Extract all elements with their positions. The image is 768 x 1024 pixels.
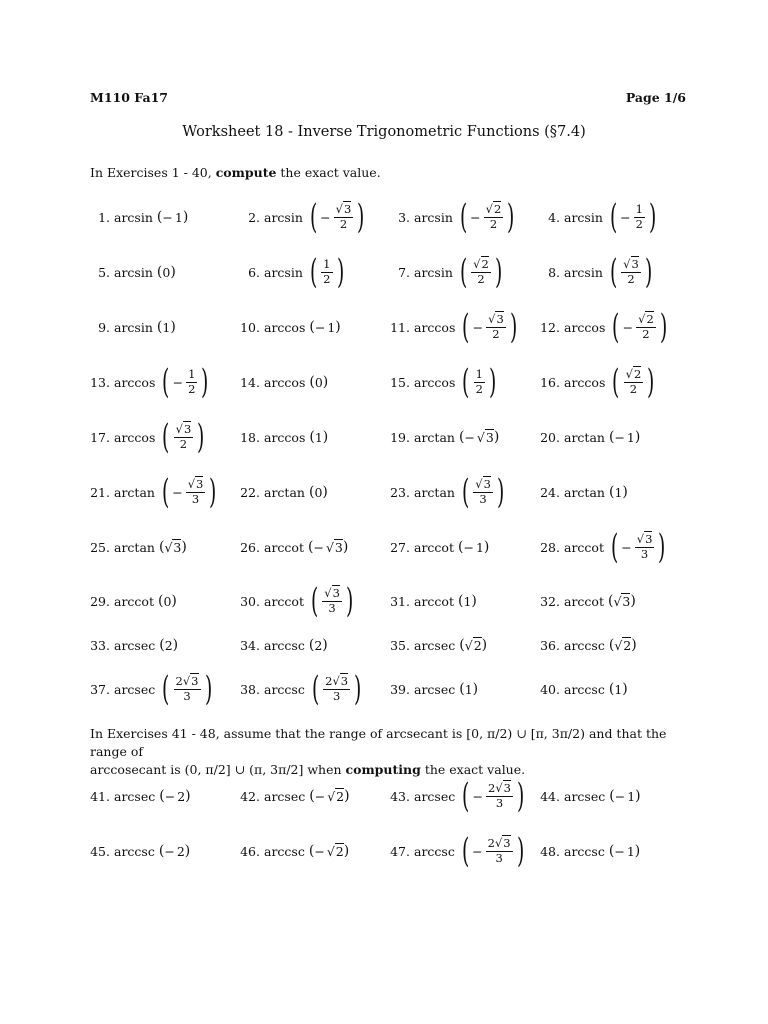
math-argument: ( − √2 )	[308, 843, 350, 859]
math-argument: ( 1 )	[309, 429, 329, 445]
exercise-number: 25.	[90, 539, 110, 555]
exercise-number: 39.	[390, 681, 410, 697]
exercise-number: 24.	[540, 484, 560, 500]
math-argument: ( − $\frac{2√3}{3}$ )	[462, 776, 525, 816]
function-name: arccsc	[264, 843, 305, 859]
function-name: arcsin	[264, 209, 303, 225]
math-argument: ( √2 )	[608, 637, 637, 653]
exercise-item	[226, 467, 328, 517]
exercise-item	[226, 357, 328, 407]
exercise-number: 22.	[240, 484, 260, 500]
function-name: arcsin	[414, 264, 453, 280]
function-name: arcsec	[114, 681, 156, 697]
exercise-item	[526, 192, 659, 242]
exercise-number: 4.	[548, 209, 560, 225]
function-name: arctan	[414, 429, 455, 445]
exercise-number: 44.	[540, 788, 560, 804]
function-name: arccos	[414, 374, 456, 390]
exercise-number: 5.	[98, 264, 110, 280]
exercise-number: 12.	[540, 319, 560, 335]
exercise-number: 19.	[390, 429, 410, 445]
math-argument: ( 1 )	[156, 319, 176, 335]
math-argument: ( − $\frac{2√3}{3}$ )	[461, 831, 524, 871]
exercise-number: 48.	[540, 843, 560, 859]
exercise-item	[76, 620, 178, 670]
exercise-number: 47.	[390, 843, 410, 859]
math-argument: ( 1 )	[608, 681, 628, 697]
exercise-item	[226, 412, 328, 462]
function-name: arccot	[114, 593, 154, 609]
exercise-number: 6.	[248, 264, 260, 280]
exercise-number: 41.	[90, 788, 110, 804]
math-argument: ( $\frac{2√3}{3}$ )	[311, 669, 362, 709]
math-argument: ( − 1 )	[457, 539, 490, 555]
function-name: arctan	[264, 484, 305, 500]
page-number: Page 1/6	[625, 90, 686, 105]
exercise-item	[376, 576, 477, 626]
exercise-number: 32.	[540, 593, 560, 609]
math-argument: ( − √3 )	[458, 429, 500, 445]
exercise-item	[526, 576, 636, 626]
math-argument: ( − $\frac{1}{2}$ )	[162, 362, 209, 402]
exercise-item	[226, 771, 350, 821]
math-argument: ( √3 )	[158, 539, 187, 555]
exercise-item	[526, 357, 658, 407]
exercise-item	[226, 826, 349, 876]
exercise-number: 26.	[240, 539, 260, 555]
function-name: arccsc	[564, 637, 605, 653]
exercise-number: 15.	[390, 374, 410, 390]
function-name: arcsec	[264, 788, 306, 804]
course-label: M110 Fa17	[90, 90, 168, 105]
math-argument: ( $\frac{1}{2}$ )	[462, 362, 497, 402]
exercise-number: 37.	[90, 681, 110, 697]
exercise-number: 11.	[390, 319, 410, 335]
exercise-number: 31.	[390, 593, 410, 609]
intro-text: In Exercises 1 - 40, compute the exact value.	[90, 165, 381, 180]
exercise-item	[526, 247, 655, 297]
function-name: arccot	[264, 593, 304, 609]
function-name: arctan	[114, 484, 155, 500]
exercise-number: 35.	[390, 637, 410, 653]
math-argument: ( − 1 )	[609, 788, 641, 804]
exercise-number: 8.	[548, 264, 560, 280]
function-name: arccsc	[114, 843, 155, 859]
function-name: arcsin	[114, 209, 153, 225]
math-argument: ( − 1 )	[608, 843, 641, 859]
exercise-item	[76, 576, 177, 626]
function-name: arcsec	[564, 788, 606, 804]
exercise-number: 45.	[90, 843, 110, 859]
math-argument: ( 0 )	[308, 484, 328, 500]
math-argument: ( 0 )	[309, 374, 329, 390]
function-name: arccot	[414, 593, 454, 609]
function-name: arccsc	[264, 681, 305, 697]
exercise-item	[76, 467, 220, 517]
function-name: arcsec	[414, 788, 456, 804]
exercise-number: 46.	[240, 843, 260, 859]
exercise-number: 1.	[98, 209, 110, 225]
math-argument: ( 2 )	[308, 637, 328, 653]
exercise-item	[526, 664, 628, 714]
exercise-item	[76, 357, 212, 407]
exercise-item	[226, 664, 364, 714]
exercise-number: 20.	[540, 429, 560, 445]
exercise-item	[376, 192, 518, 242]
function-name: arcsin	[264, 264, 303, 280]
math-argument: ( − $\frac{√3}{3}$ )	[610, 527, 666, 567]
exercise-item	[226, 522, 348, 572]
exercise-item	[76, 192, 188, 242]
function-name: arcsec	[114, 637, 156, 653]
exercise-item	[76, 302, 176, 352]
exercise-item	[526, 302, 670, 352]
function-name: arccos	[564, 319, 606, 335]
math-argument: ( $\frac{√3}{3}$ )	[461, 472, 505, 512]
function-name: arccos	[114, 374, 156, 390]
function-name: arccot	[264, 539, 304, 555]
exercise-number: 36.	[540, 637, 560, 653]
math-argument: ( 1 )	[459, 681, 479, 697]
function-name: arccos	[564, 374, 606, 390]
exercise-number: 2.	[248, 209, 260, 225]
exercise-number: 9.	[98, 319, 110, 335]
exercise-number: 18.	[240, 429, 260, 445]
math-argument: ( 1 )	[457, 593, 477, 609]
math-argument: ( $\frac{√2}{2}$ )	[459, 252, 503, 292]
math-argument: ( 0 )	[157, 593, 177, 609]
math-argument: ( − 1 )	[608, 429, 641, 445]
exercise-number: 21.	[90, 484, 110, 500]
exercise-item	[76, 664, 215, 714]
exercise-item	[376, 357, 499, 407]
math-argument: ( $\frac{√3}{2}$ )	[162, 417, 205, 457]
function-name: arccsc	[414, 843, 455, 859]
function-name: arccot	[564, 539, 604, 555]
exercise-item	[376, 247, 505, 297]
exercise-item	[526, 620, 637, 670]
range-instructions: In Exercises 41 - 48, assume that the range of arcsecant is [0, π/2) ∪ [π, 3π/2) and that the range of arccosecant is (0, π/2] ∪ (π, 3π/2] when computing the exact value.	[90, 726, 667, 777]
math-argument: ( $\frac{1}{2}$ )	[309, 252, 344, 292]
exercise-item	[526, 522, 669, 572]
exercise-number: 7.	[398, 264, 410, 280]
exercise-item	[76, 826, 190, 876]
function-name: arccos	[264, 374, 306, 390]
math-argument: ( $\frac{√2}{2}$ )	[612, 362, 655, 402]
math-argument: ( − √3 )	[307, 539, 349, 555]
math-argument: ( − $\frac{√3}{3}$ )	[161, 472, 217, 512]
math-argument: ( √3 )	[607, 593, 636, 609]
exercise-item	[226, 247, 347, 297]
exercise-item	[526, 826, 640, 876]
exercise-number: 14.	[240, 374, 260, 390]
exercise-item	[376, 412, 499, 462]
exercise-item	[226, 302, 341, 352]
function-name: arcsec	[414, 681, 456, 697]
exercise-number: 40.	[540, 681, 560, 697]
math-argument: ( 1 )	[608, 484, 628, 500]
exercise-number: 13.	[90, 374, 110, 390]
math-argument: ( − 2 )	[158, 843, 191, 859]
exercise-number: 16.	[540, 374, 560, 390]
function-name: arcsec	[114, 788, 156, 804]
function-name: arctan	[114, 539, 155, 555]
exercise-number: 3.	[398, 209, 410, 225]
exercise-item	[376, 467, 507, 517]
exercise-item	[376, 771, 527, 821]
exercise-number: 23.	[390, 484, 410, 500]
exercise-number: 27.	[390, 539, 410, 555]
math-argument: ( 0 )	[156, 264, 176, 280]
math-argument: ( − $\frac{√3}{2}$ )	[309, 197, 365, 237]
function-name: arccos	[264, 429, 306, 445]
function-name: arctan	[564, 484, 605, 500]
exercise-item	[76, 412, 208, 462]
function-name: arcsin	[564, 264, 603, 280]
exercise-item	[376, 620, 487, 670]
math-argument: ( − $\frac{√2}{2}$ )	[459, 197, 515, 237]
function-name: arccot	[564, 593, 604, 609]
exercise-item	[376, 522, 489, 572]
math-argument: ( − $\frac{√3}{2}$ )	[462, 307, 518, 347]
exercise-item	[76, 522, 187, 572]
exercise-number: 28.	[540, 539, 560, 555]
function-name: arccsc	[264, 637, 305, 653]
exercise-item	[226, 576, 356, 626]
math-argument: ( √2 )	[459, 637, 488, 653]
math-argument: ( − 1 )	[156, 209, 189, 225]
page-title: Worksheet 18 - Inverse Trigonometric Functions (§7.4)	[182, 124, 586, 140]
math-argument: ( − 2 )	[159, 788, 191, 804]
function-name: arcsin	[114, 319, 153, 335]
function-name: arccot	[414, 539, 454, 555]
math-argument: ( − $\frac{√2}{2}$ )	[612, 307, 668, 347]
math-argument: ( − √2 )	[309, 788, 350, 804]
math-argument: ( 2 )	[159, 637, 179, 653]
function-name: arccos	[114, 429, 156, 445]
math-argument: ( $\frac{√3}{2}$ )	[609, 252, 653, 292]
function-name: arctan	[414, 484, 455, 500]
exercise-number: 30.	[240, 593, 260, 609]
function-name: arcsin	[414, 209, 453, 225]
exercise-item	[226, 620, 328, 670]
exercise-item	[226, 192, 368, 242]
exercise-number: 17.	[90, 429, 110, 445]
math-argument: ( $\frac{√3}{3}$ )	[310, 581, 354, 621]
exercise-item	[376, 664, 478, 714]
exercise-number: 34.	[240, 637, 260, 653]
math-argument: ( $\frac{2√3}{3}$ )	[162, 669, 212, 709]
exercise-number: 38.	[240, 681, 260, 697]
exercise-item	[526, 771, 641, 821]
exercise-item	[76, 771, 191, 821]
exercise-item	[526, 467, 628, 517]
function-name: arccsc	[564, 843, 605, 859]
math-argument: ( − $\frac{1}{2}$ )	[609, 197, 657, 237]
math-argument: ( − 1 )	[309, 319, 341, 335]
exercise-number: 29.	[90, 593, 110, 609]
function-name: arccsc	[564, 681, 605, 697]
function-name: arccos	[264, 319, 306, 335]
exercise-number: 42.	[240, 788, 260, 804]
exercise-number: 43.	[390, 788, 410, 804]
function-name: arctan	[564, 429, 605, 445]
function-name: arcsin	[114, 264, 153, 280]
exercise-item	[376, 302, 520, 352]
function-name: arcsec	[414, 637, 456, 653]
exercise-item	[376, 826, 527, 876]
function-name: arccos	[414, 319, 456, 335]
exercise-number: 33.	[90, 637, 110, 653]
exercise-number: 10.	[240, 319, 260, 335]
exercise-item	[76, 247, 176, 297]
function-name: arcsin	[564, 209, 603, 225]
exercise-item	[526, 412, 640, 462]
